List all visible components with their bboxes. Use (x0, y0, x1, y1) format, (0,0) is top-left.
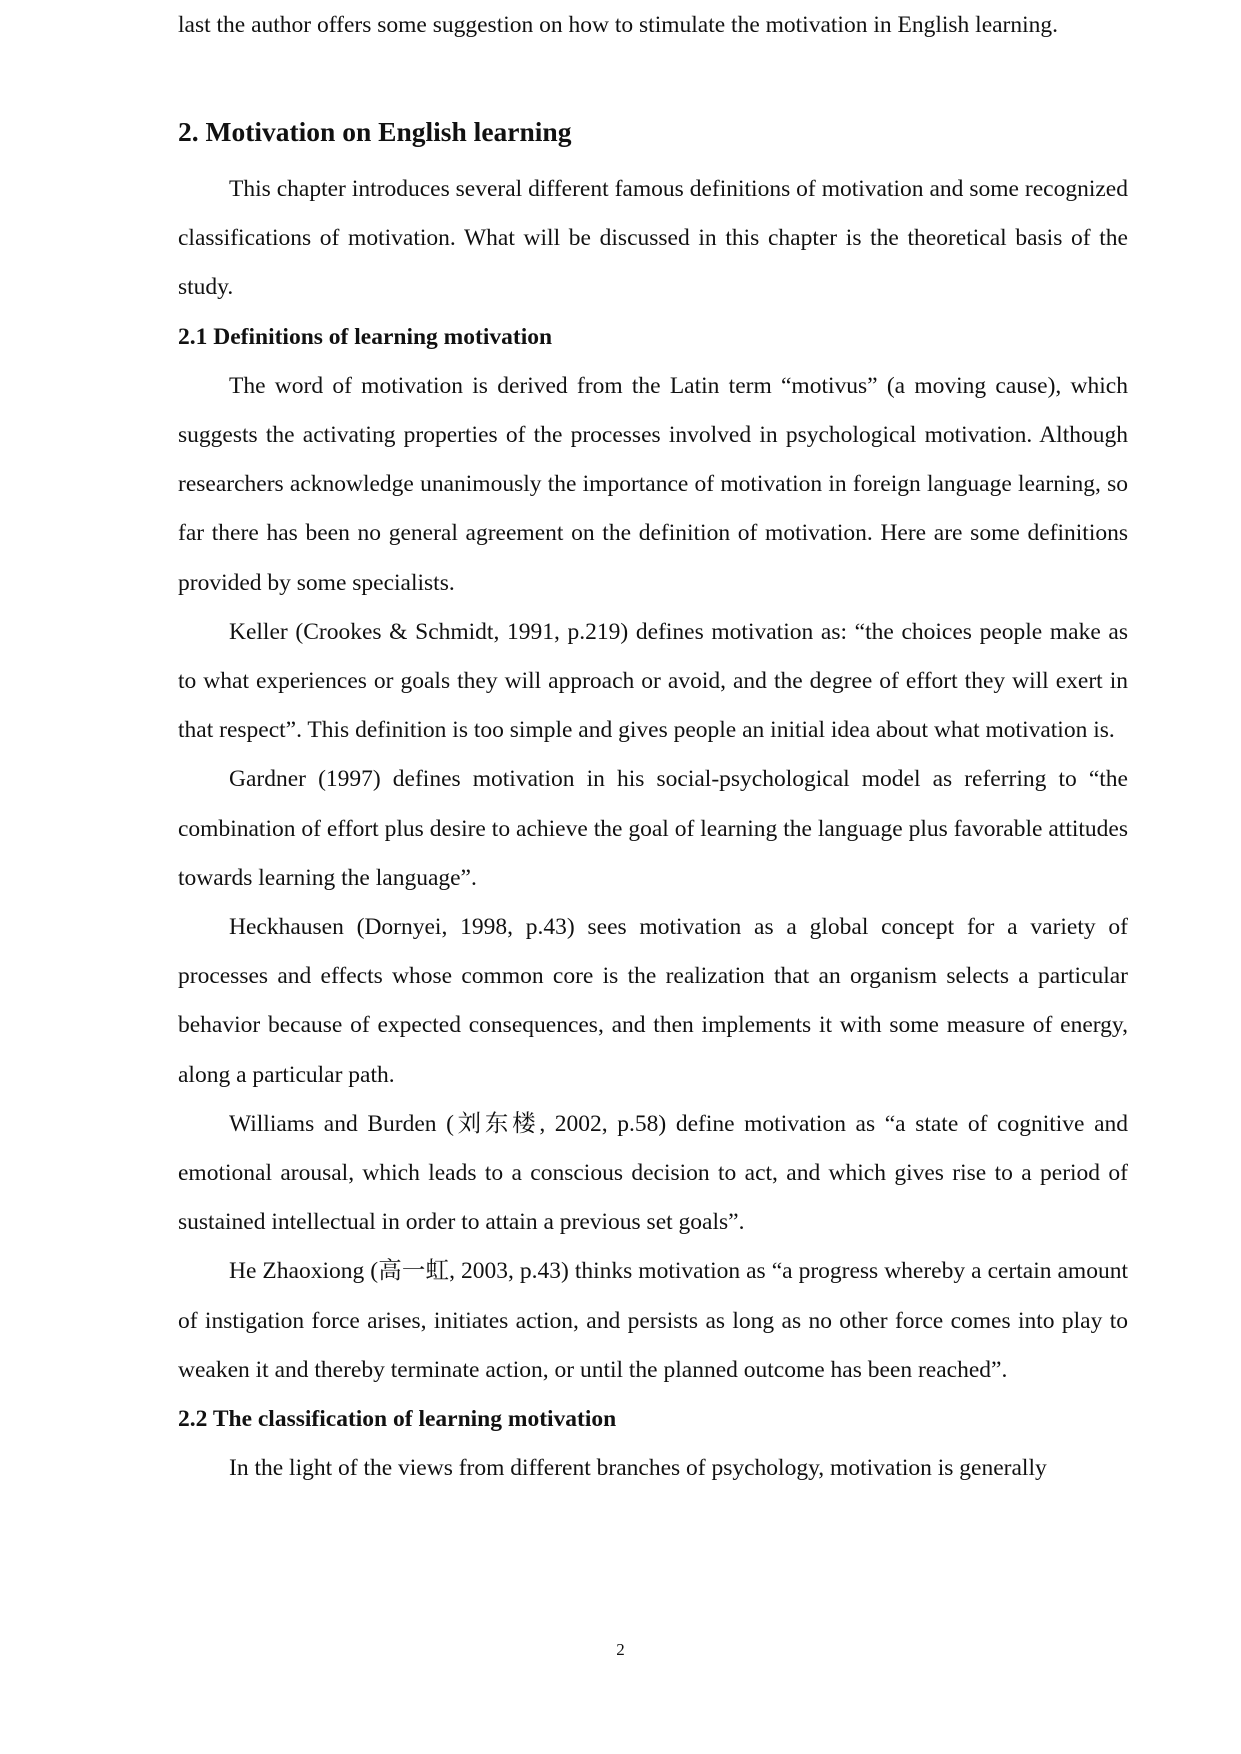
paragraph-he-zhaoxiong: He Zhaoxiong (高一虹, 2003, p.43) thinks motivation as “a progress whereby a certain amount of instigation force arises, initiates action, and persists as long as no other force comes into play to weaken it and thereby terminate action, or until the planned outcome has been reached”. (178, 1258, 1128, 1383)
section-intro-paragraph: This chapter introduces several different famous definitions of motivation and some recognized classifications of motivation. What will be discussed in this chapter is the theoretical basis of the study. (178, 176, 1128, 301)
section-heading: 2. Motivation on English learning (178, 116, 572, 147)
paragraph-classification-start: In the light of the views from different branches of psychology, motivation is generally (229, 1455, 1047, 1482)
paragraph-gardner: Gardner (1997) defines motivation in his social-psychological model as referring to “the combination of effort plus desire to achieve the goal of learning the language plus favorable attitudes towards learning the language”. (178, 766, 1128, 891)
paragraph-williams-burden: Williams and Burden (刘东楼, 2002, p.58) define motivation as “a state of cognitive and emotional arousal, which leads to a conscious decision to act, and which gives rise to a period of sustained intellectual in order to attain a previous set goals”. (178, 1110, 1128, 1236)
body-text (178, 165, 1128, 1493)
paragraph-latin-origin: The word of motivation is derived from the Latin term “motivus” (a moving cause), which suggests the activating properties of the processes involved in psychological motivation. Although researchers acknowledge unanimously the importance of motivation in foreign language learning, so far there has been no general agreement on the definition of motivation. Here are some definitions provided by some specialists. (178, 372, 1128, 596)
continuation-line: last the author offers some suggestion on how to stimulate the motivation in English learning. (178, 12, 1059, 38)
paragraph-keller: Keller (Crookes & Schmidt, 1991, p.219) defines motivation as: “the choices people make as to what experiences or goals they will approach or avoid, and the degree of effort they will exert in that respect”. This definition is too simple and gives people an initial idea about what motivation is. (178, 618, 1128, 744)
subsection-heading-definitions: 2.1 Definitions of learning motivation (178, 323, 553, 350)
subsection-heading-classification: 2.2 The classification of learning motivation (178, 1406, 617, 1433)
document-page (178, 0, 1128, 1754)
paragraph-heckhausen: Heckhausen (Dornyei, 1998, p.43) sees motivation as a global concept for a variety of processes and effects whose common core is the realization that an organism selects a particular behavior because of expected consequences, and then implements it with some measure of energy, along a particular path. (178, 914, 1128, 1088)
page-number: 2 (616, 1640, 625, 1659)
